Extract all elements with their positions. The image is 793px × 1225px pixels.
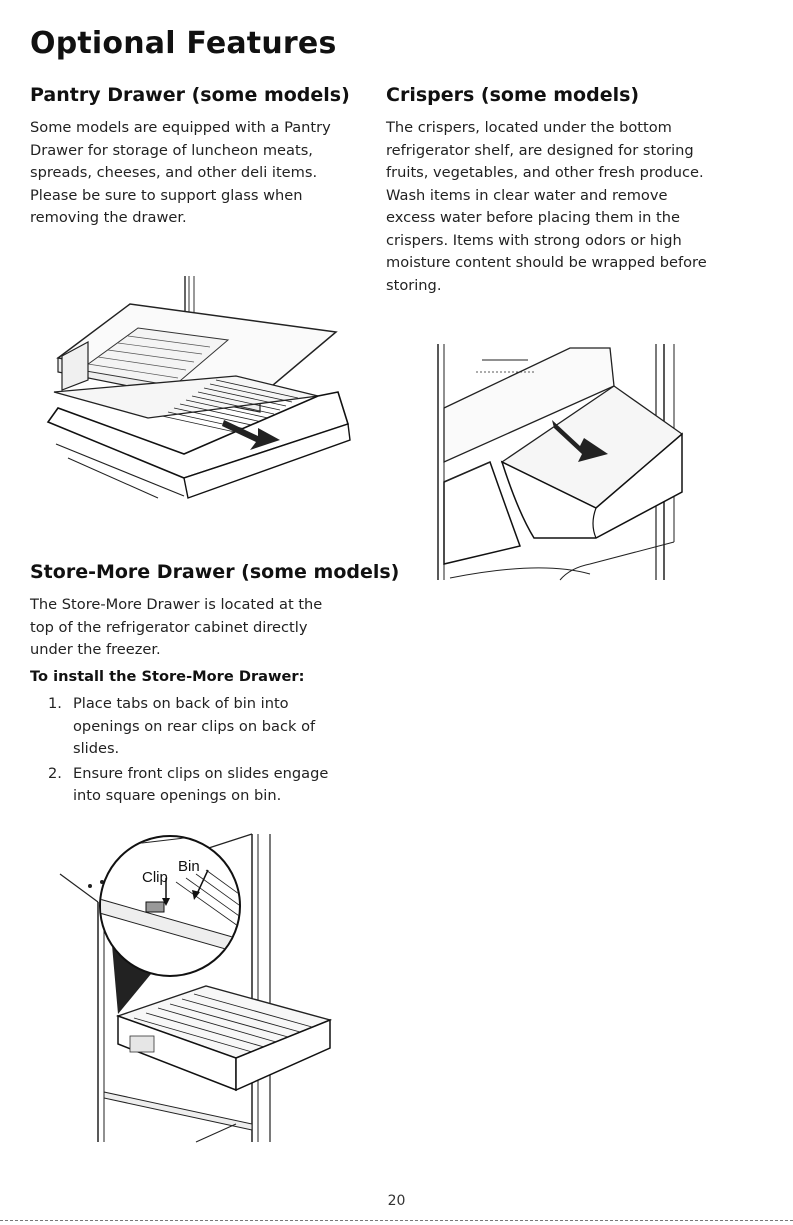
step-text: Ensure front clips on slides engage into square openings on bin. (73, 764, 329, 804)
store-more-drawer-text: The Store-More Drawer is located at the top of the refrigerator cabinet directly under the freezer. (30, 596, 323, 658)
install-instructions-heading: To install the Store-More Drawer: (30, 668, 305, 685)
pantry-drawer-illustration (28, 272, 360, 512)
bin-callout-label: Bin (178, 858, 200, 875)
crispers-heading: Crispers (some models) (386, 84, 640, 106)
pantry-drawer-heading: Pantry Drawer (some models) (30, 84, 350, 106)
clip-callout-label: Clip (142, 869, 168, 886)
page-title: Optional Features (30, 26, 337, 61)
store-more-drawer-heading: Store-More Drawer (some models) (30, 561, 400, 583)
crispers-text: The crispers, located under the bottom refrigerator shelf, are designed for storing fruits, vegetables, and other fresh produce. Wash items in clear water and remove excess water before placing them in the crispers. Items with strong odors or high moisture content should be wrapped before storing. (386, 119, 707, 294)
step-number: 1. (48, 695, 62, 712)
step-text: Place tabs on back of bin into openings on rear clips on back of slides. (73, 695, 316, 757)
store-more-drawer-illustration (56, 826, 356, 1146)
pantry-drawer-text: Some models are equipped with a Pantry Drawer for storage of luncheon meats, spreads, cheeses, and other deli items. Please be sure to support glass when removing the drawer. (30, 119, 331, 226)
install-step (30, 693, 355, 761)
crispers-illustration (420, 342, 704, 582)
install-step (30, 763, 355, 808)
footer-divider (0, 1220, 793, 1221)
page-number: 20 (387, 1193, 406, 1209)
step-number: 2. (48, 764, 62, 782)
install-steps-list (30, 693, 355, 810)
